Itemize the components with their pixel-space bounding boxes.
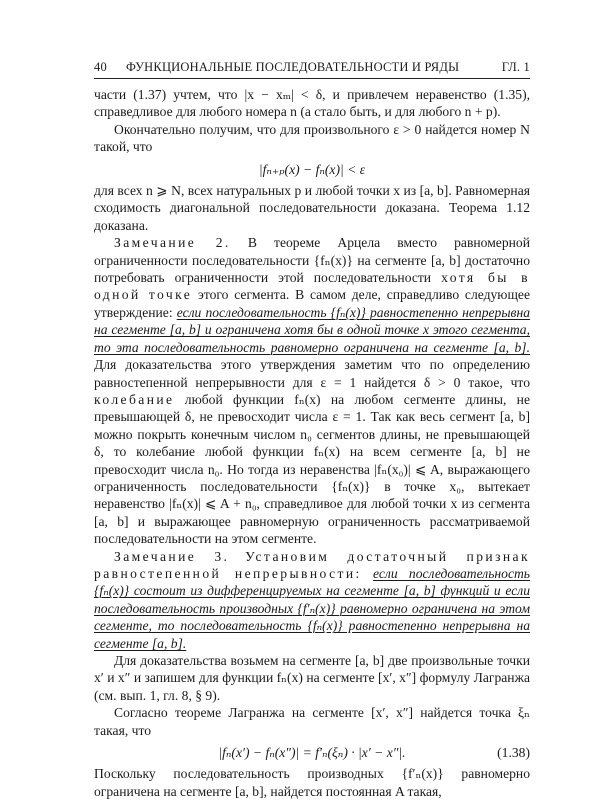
page-body xyxy=(94,86,530,800)
remark-2-label: Замечание 2. xyxy=(114,235,231,251)
formula-1-38 xyxy=(94,744,530,761)
remark-2-text-c: Для доказательства этого утверждения заметим что по определению равностепенной непрерывности для ε = 1 найдется δ > 0 такое, что xyxy=(94,357,530,390)
paragraph-lagrange: Согласно теореме Лагранжа на сегменте [x′, x″] найдется точка ξₙ такая, что xyxy=(94,705,530,738)
remark-2-statement: если последовательность {fₙ(x)} равностепенно непрерывна на сегменте [a, b] и ограничена хотя бы в одной точке x этого сегмента, то эта последовательность равномерно ограничена на сегменте [a, b]. xyxy=(94,304,531,355)
remark-2-text-b: этого сегмента. В самом деле, справедливо следующее утверждение: xyxy=(94,287,531,320)
remark-2 xyxy=(94,234,530,547)
remark-3-label: Замечание 3. xyxy=(114,548,230,564)
remark-2-emphasis-2: колебание xyxy=(94,391,175,407)
header-rule xyxy=(94,78,530,79)
formula-text: |fₙ(x′) − fₙ(x″)| = f′ₙ(ξₙ) · |x′ − x″|. xyxy=(218,745,406,761)
remark-3-statement: если последовательность {fₙ(x)} состоит из дифференцируемых на сегменте [a, b] функций и если последовательность производных {f′ₙ(x)} равномерно ограничена на этом сегменте, то последовательность {fₙ(x)} равностепенно непрерывна на сегменте [a, b]. xyxy=(94,565,530,651)
paragraph-conclusion: Окончательно получим, что для произвольного ε > 0 найдется номер N такой, что xyxy=(94,121,530,155)
remark-3-emphasis: Установим достаточный признак равностепенной непрерывности: xyxy=(94,548,530,581)
paragraph-final: Поскольку последовательность производных {f′ₙ(x)} равномерно ограничена на сегменте [a, b], найдется постоянная A такая, xyxy=(94,766,530,799)
paragraph-proof-end: для всех n ⩾ N, всех натуральных p и любой точки x из [a, b]. Равномерная сходимость диагональной последовательности доказана. Теорема 1.12 доказана. xyxy=(94,183,530,233)
formula-text: |fₙ₊ₚ(x) − fₙ(x)| < ε xyxy=(258,161,366,177)
paragraph-proof-start: Для доказательства возьмем на сегменте [a, b] две произвольные точки x′ и x″ и запишем для функции fₙ(x) на сегменте [x′, x″] формулу Лагранжа (см. вып. 1, гл. 8, § 9). xyxy=(94,653,530,703)
remark-2-emphasis: хотя бы в одной точке xyxy=(94,270,531,303)
paragraph-continuation: части (1.37) учтем, что |x − xₘ| < δ, и привлечем неравенство (1.35), справедливое для любого номера n (а стало быть, и для любого n + p). xyxy=(94,87,530,120)
remark-3 xyxy=(94,548,530,652)
running-title: ФУНКЦИОНАЛЬНЫЕ ПОСЛЕДОВАТЕЛЬНОСТИ И РЯДЫ xyxy=(126,60,460,74)
remark-2-text-a: В теореме Арцела вместо равномерной ограниченности последовательности {fₙ(x)} на сегменте [a, b] достаточно потребовать ограниченности этой последовательности xyxy=(94,235,530,286)
formula-number: (1.38) xyxy=(497,745,530,761)
formula-uniform-estimate xyxy=(94,161,530,178)
page-number: 40 xyxy=(94,60,107,74)
remark-2-text-d: любой функции fₙ(x) на любом сегменте длины, не превышающей δ, не превосходит числа ε = 1. Так как весь сегмент [a, b] можно покрыть конечным числом n₀ сегментов длины, не превышающей δ, то колебание любой функции fₙ(x) на всем сегменте [a, b] не превосходит числа n₀. Но тогда из неравенства |fₙ(x₀)| ⩽ A, выражающего ограниченность последовательности {fₙ(x)} в точке x₀, вытекает неравенство |fₙ(x)| ⩽ A + n₀, справедливое для любой точки x из сегмента [a, b] и выражающее равномерную ограниченность рассматриваемой последовательности на этом сегменте. xyxy=(94,391,530,547)
chapter-label: ГЛ. 1 xyxy=(501,60,530,74)
running-header xyxy=(94,60,530,80)
